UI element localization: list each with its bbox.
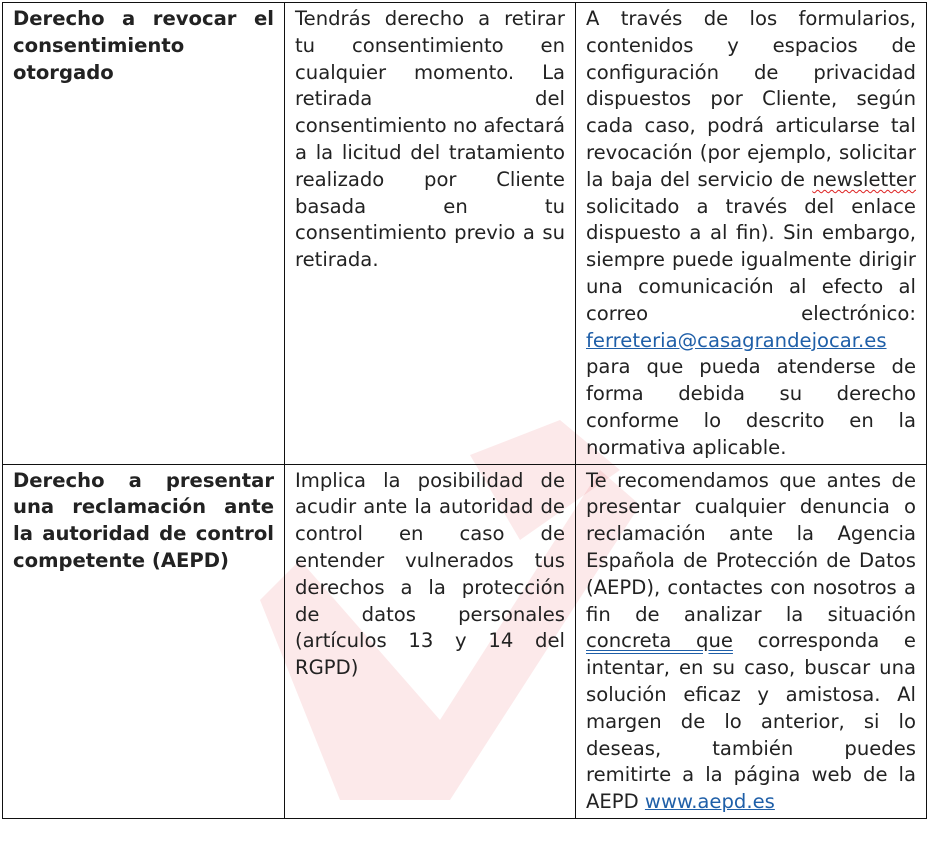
table-row-revoke-consent [3,3,927,465]
right-description-cell [285,3,576,465]
spellcheck-flagged-word: newsletter [812,167,916,191]
exercise-text-part2: corresponda e intentar, en su caso, buscar una solución eficaz y amistosa. Al margen de lo anterior, si lo deseas, también puedes remitirte a la página web de la AEPD [586,629,916,814]
exercise-text-part3: para que pueda atenderse de forma debida su derecho conforme lo descrito en la normativa aplicable. [586,355,916,459]
right-exercise-cell [576,3,927,465]
grammar-flagged-phrase: concreta que [586,629,733,653]
right-description: Implica la posibilidad de acudir ante la autoridad de control en caso de entender vulnerados tus derechos a la protección de datos personales (artículos 13 y 14 del RGPD) [295,468,565,680]
exercise-text-part1: Te recomendamos que antes de presentar cualquier denuncia o reclamación ante la Agencia Española de Protección de Datos (AEPD), contactes con nosotros a fin de analizar la situación [586,468,916,626]
right-exercise-cell [576,464,927,818]
right-name-cell [3,464,285,818]
right-name-cell [3,3,285,465]
right-description: Tendrás derecho a retirar tu consentimiento en cualquier momento. La retirada del consentimiento no afectará a la licitud del tratamiento realizado por Cliente basada en tu consentimiento previo a su retirada. [295,7,566,272]
right-description-cell [285,464,576,818]
right-name: Derecho a presentar una reclamación ante la autoridad de control competente (AEPD) [13,468,274,572]
aepd-website-link[interactable]: www.aepd.es [644,790,775,814]
exercise-text-part2: solicitado a través del enlace dispuesto a al fin). Sin embargo, siempre puede igualmente dirigir una comunicación al efecto al correo electrónico: [586,194,916,325]
email-link[interactable]: ferreteria@casagrandejocar.es [586,328,887,352]
exercise-text-part1: A través de los formularios, contenidos y espacios de configuración de privacidad dispuestos por Cliente, según cada caso, podrá articularse tal revocación (por ejemplo, solicitar la baja del servicio de [586,7,916,191]
rights-table [2,2,927,819]
right-name: Derecho a revocar el consentimiento otorgado [13,7,274,84]
table-row-file-complaint [3,464,927,818]
